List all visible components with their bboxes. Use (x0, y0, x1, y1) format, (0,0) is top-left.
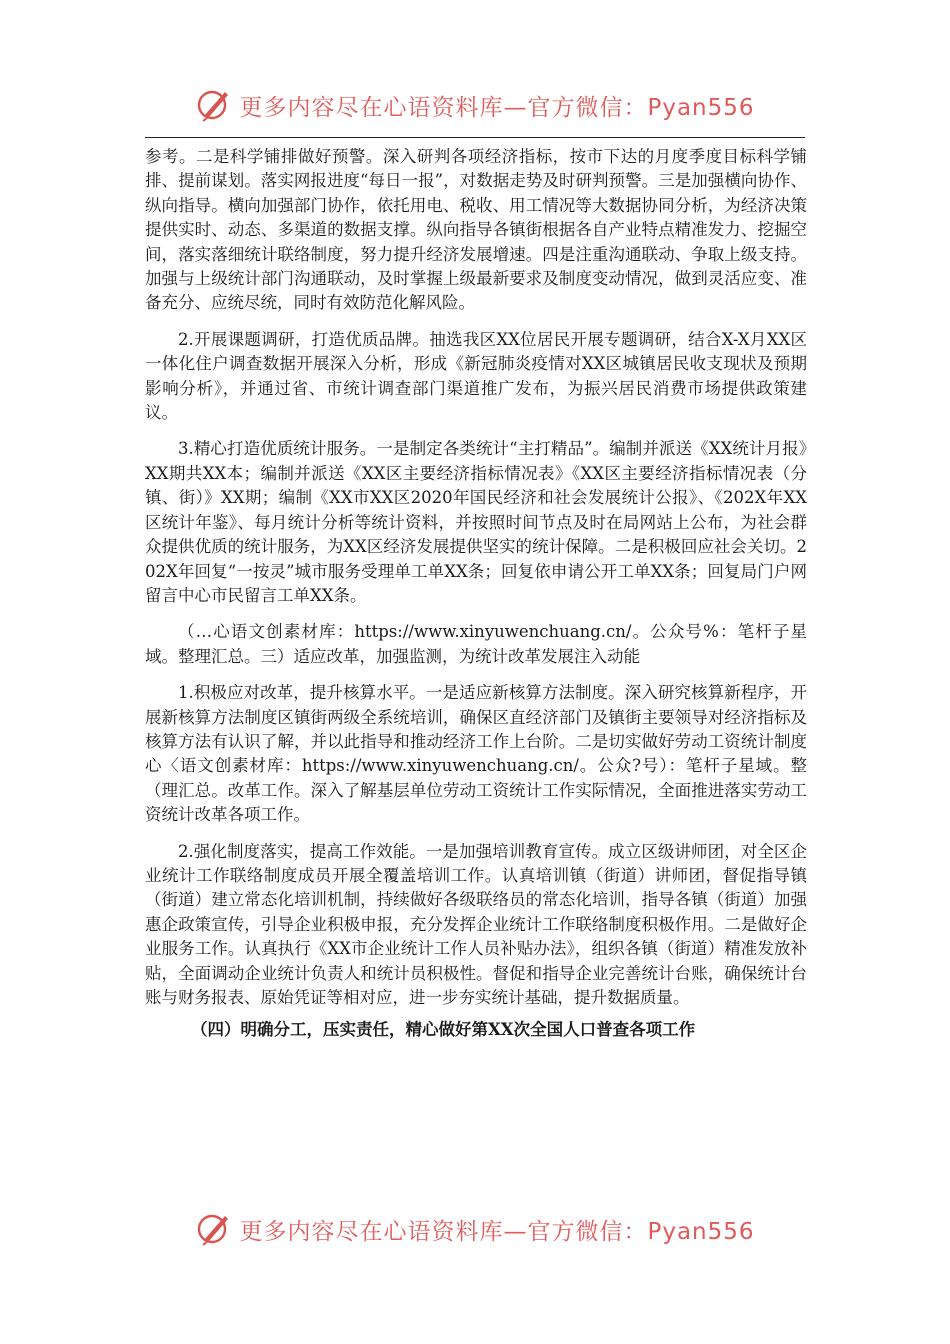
paragraph-continuation: 参考。二是科学铺排做好预警。深入研判各项经济指标，按市下达的月度季度目标科学铺排、提前谋划。落实网报进度“每日一报”，对数据走势及时研判预警。三是加强横向协作、纵向指导。横向加强部门协作，依托用电、税收、用工情况等大数据协同分析，为经济决策提供实时、动态、多渠道的数据支撑。纵向指导各镇街根据各自产业特点精准发力、挖掘空间，落实落细统计联络制度，努力提升经济发展增速。四是注重沟通联动、争取上级支持。加强与上级统计部门沟通联动，及时掌握上级最新要求及制度变动情况，做到灵活应变、准备充分、应统尽统，同时有效防范化解风险。 (145, 147, 807, 313)
header-divider (145, 137, 805, 138)
paragraph-services: 3.精心打造优质统计服务。一是制定各类统计“主打精品”。编制并派送《XX统计月报》XX期共XX本；编制并派送《XX区主要经济指标情况表》《XX区主要经济指标情况表（分镇、街）》XX期；编制《XX市XX区2020年国民经济和社会发展统计公报》、《202X年XX区统计年鉴》、每月统计分析等统计资料，并按照时间节点及时在局网站上公布，为社会群众提供优质的统计服务，为XX区经济发展提供坚实的统计保障。二是积极回应社会关切。202X年回复“一按灵”城市服务受理单工单XX条；回复依申请公开工单XX条；回复局门户网留言中心市民留言工单XX条。 (145, 439, 807, 605)
paragraph-section-three: （…心语文创素材库：https://www.xinyuwenchuang.cn/。公众号%：笔杆子星域。整理汇总。三）适应改革，加强监测，为统计改革发展注入动能 (145, 622, 807, 666)
section-four-heading: （四）明确分工，压实责任，精心做好第XX次全国人口普查各项工作 (191, 1020, 696, 1040)
footer-banner (0, 1204, 950, 1254)
paragraph-research: 2.开展课题调研，打造优质品牌。抽选我区XX位居民开展专题调研，结合X-X月XX区一体化住户调查数据开展深入分析，形成《新冠肺炎疫情对XX区城镇居民收支现状及预期影响分析》，并通过省、市统计调查部门渠道推广发布，为振兴居民消费市场提供政策建议。 (145, 329, 807, 423)
document-body (145, 145, 807, 1043)
paragraph-system-implementation: 2.强化制度落实，提高工作效能。一是加强培训教育宣传。成立区级讲师团，对全区企业统计工作联络制度成员开展全覆盖培训工作。认真培训镇（街道）讲师团，督促指导镇（街道）建立常态化培训机制，持续做好各级联络员的常态化培训，指导各镇（街道）加强惠企政策宣传，引导企业积极申报，充分发挥企业统计工作联络制度积极作用。二是做好企业服务工作。认真执行《XX市企业统计工作人员补贴办法》，组织各镇（街道）精准发放补贴，全面调动企业统计负责人和统计员积极性。督促和指导企业完善统计台账，确保统计台账与财务报表、原始凭证等相对应，进一步夯实统计基础，提升数据质量。 (145, 841, 807, 1007)
feather-pen-logo-icon (195, 1211, 233, 1247)
header-banner (0, 80, 950, 130)
banner-text: 更多内容尽在心语资料库—官方微信：Pyan556 (239, 94, 755, 121)
banner-text: 更多内容尽在心语资料库—官方微信：Pyan556 (239, 1218, 755, 1245)
paragraph-accounting-reform: 1.积极应对改革，提升核算水平。一是适应新核算方法制度。深入研究核算新程序，开展新核算方法制度区镇街两级全系统培训，确保区直经济部门及镇街主要领导对经济指标及核算方法有认识了解，并以此指导和推动经济工作上台阶。二是切实做好劳动工资统计制度心〈语文创素材库：https://www.xinyuwenchuang.cn/。公众?号）：笔杆子星域。整（理汇总。改革工作。深入了解基层单位劳动工资统计工作实际情况，全面推进落实劳动工资统计改革各项工作。 (145, 683, 807, 825)
feather-pen-logo-icon (195, 87, 233, 123)
